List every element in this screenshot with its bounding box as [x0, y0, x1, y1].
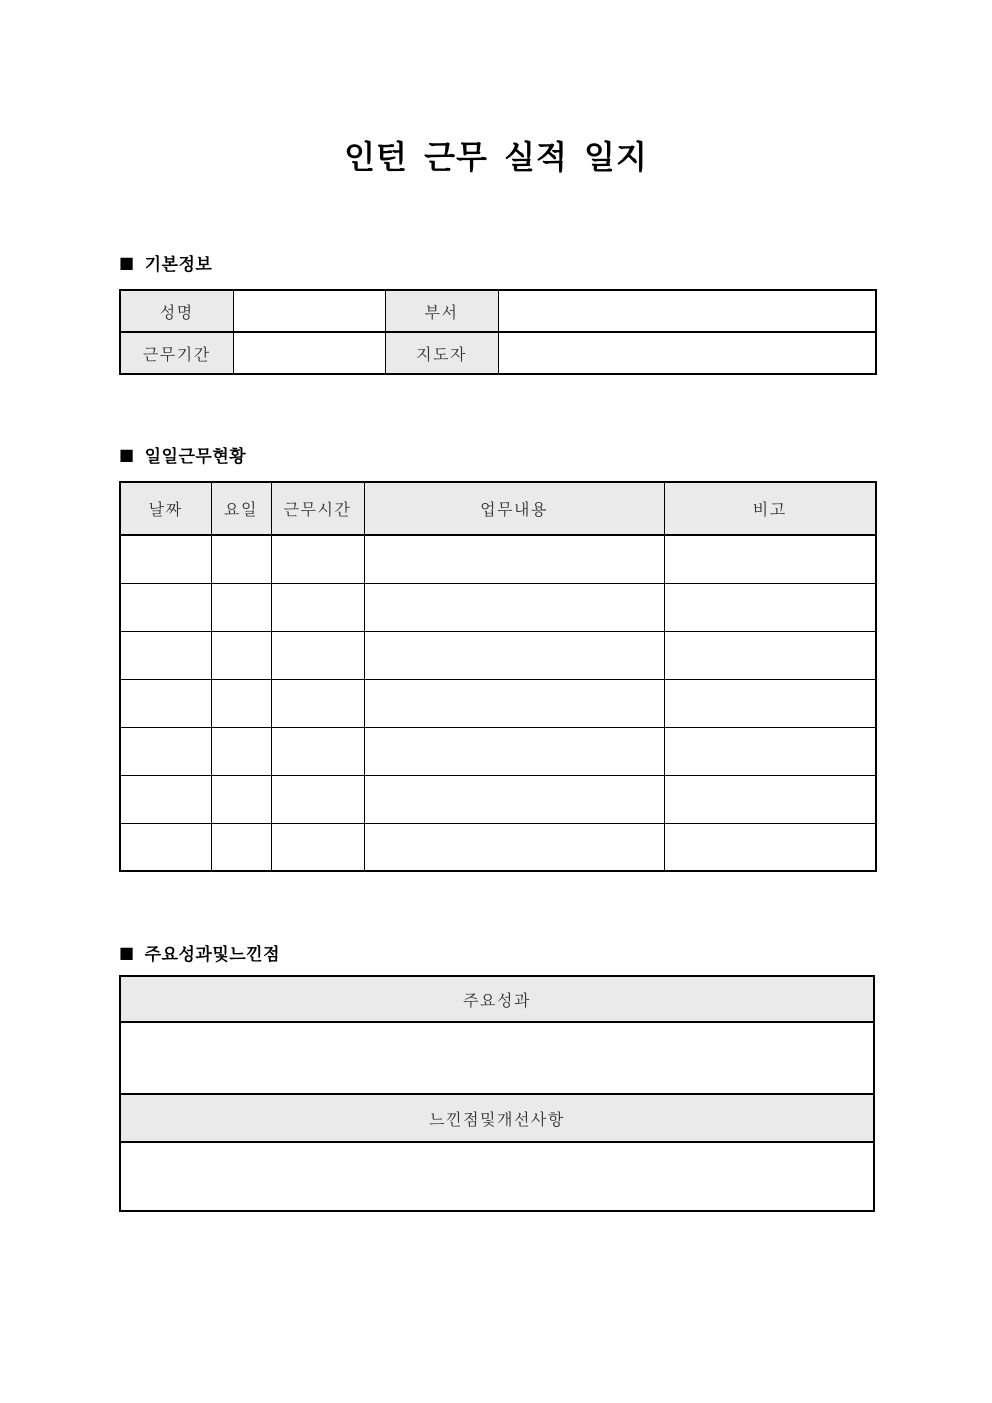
daily-task-field[interactable] [364, 823, 664, 871]
section-heading-daily-status [119, 442, 246, 467]
page-title: 인턴 근무 실적 일지 [344, 138, 648, 176]
table-row [120, 727, 876, 775]
daily-col-header-date: 날짜 [120, 482, 211, 535]
daily-hours-field[interactable] [271, 583, 364, 631]
daily-remarks-field[interactable] [664, 775, 876, 823]
work-period-label: 근무기간 [120, 332, 233, 374]
table-row [120, 1142, 874, 1211]
daily-col-header-task: 업무내용 [364, 482, 664, 535]
table-row [120, 1094, 874, 1142]
daily-date-field[interactable] [120, 775, 211, 823]
section-heading-summary [119, 940, 280, 965]
work-period-field[interactable] [233, 332, 385, 374]
section-heading-daily-status-label: 일일근무현황 [144, 447, 247, 467]
daily-col-header-remarks: 비고 [664, 482, 876, 535]
section-heading-basic-info-label: 기본정보 [144, 255, 213, 275]
name-field[interactable] [233, 290, 385, 332]
daily-date-field[interactable] [120, 823, 211, 871]
daily-task-field[interactable] [364, 535, 664, 583]
daily-day-field[interactable] [211, 583, 271, 631]
impressions-label: 느낀점및개선사항 [120, 1094, 874, 1142]
daily-date-field[interactable] [120, 535, 211, 583]
daily-remarks-field[interactable] [664, 583, 876, 631]
daily-hours-field[interactable] [271, 535, 364, 583]
table-row [120, 583, 876, 631]
impressions-field[interactable] [120, 1142, 874, 1211]
name-label: 성명 [120, 290, 233, 332]
table-header-row [120, 482, 876, 535]
daily-hours-field[interactable] [271, 679, 364, 727]
daily-col-header-hours: 근무시간 [271, 482, 364, 535]
daily-task-field[interactable] [364, 631, 664, 679]
table-row [120, 631, 876, 679]
section-bullet-icon: ■ [119, 252, 135, 272]
table-row [120, 775, 876, 823]
daily-status-table [119, 481, 877, 872]
daily-date-field[interactable] [120, 679, 211, 727]
daily-remarks-field[interactable] [664, 631, 876, 679]
daily-day-field[interactable] [211, 823, 271, 871]
table-row [120, 290, 876, 332]
daily-hours-field[interactable] [271, 727, 364, 775]
table-row [120, 1022, 874, 1094]
daily-remarks-field[interactable] [664, 823, 876, 871]
summary-table [119, 975, 875, 1212]
table-row [120, 679, 876, 727]
department-label: 부서 [385, 290, 498, 332]
table-row [120, 823, 876, 871]
daily-task-field[interactable] [364, 727, 664, 775]
section-bullet-icon: ■ [119, 444, 135, 464]
daily-date-field[interactable] [120, 727, 211, 775]
daily-day-field[interactable] [211, 679, 271, 727]
department-field[interactable] [498, 290, 876, 332]
daily-date-field[interactable] [120, 631, 211, 679]
section-heading-basic-info [119, 250, 212, 275]
table-row [120, 332, 876, 374]
daily-day-field[interactable] [211, 535, 271, 583]
daily-remarks-field[interactable] [664, 535, 876, 583]
daily-day-field[interactable] [211, 727, 271, 775]
basic-info-table [119, 289, 877, 375]
daily-date-field[interactable] [120, 583, 211, 631]
daily-task-field[interactable] [364, 679, 664, 727]
daily-hours-field[interactable] [271, 631, 364, 679]
daily-day-field[interactable] [211, 631, 271, 679]
table-row [120, 976, 874, 1022]
daily-hours-field[interactable] [271, 823, 364, 871]
daily-task-field[interactable] [364, 775, 664, 823]
achievements-label: 주요성과 [120, 976, 874, 1022]
achievements-field[interactable] [120, 1022, 874, 1094]
daily-task-field[interactable] [364, 583, 664, 631]
daily-col-header-day: 요일 [211, 482, 271, 535]
supervisor-label: 지도자 [385, 332, 498, 374]
daily-remarks-field[interactable] [664, 679, 876, 727]
section-heading-summary-label: 주요성과및느낀점 [144, 945, 281, 965]
section-bullet-icon: ■ [119, 942, 135, 962]
daily-day-field[interactable] [211, 775, 271, 823]
daily-remarks-field[interactable] [664, 727, 876, 775]
table-row [120, 535, 876, 583]
supervisor-field[interactable] [498, 332, 876, 374]
daily-hours-field[interactable] [271, 775, 364, 823]
